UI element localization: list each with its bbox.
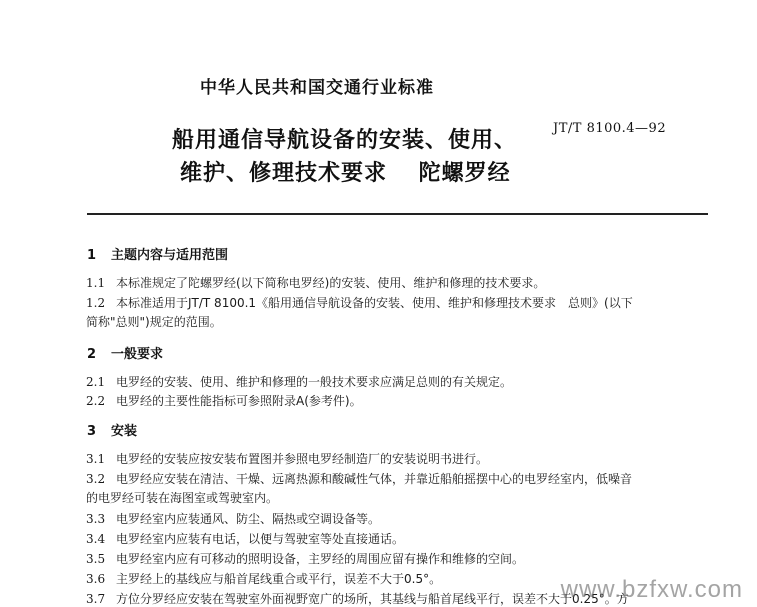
clause <box>86 373 512 390</box>
issuing-organization: 中华人民共和国交通行业标准 <box>200 78 434 98</box>
clause <box>86 550 524 567</box>
clause-text: 本标准适用于JT/T 8100.1《船用通信导航设备的安装、使用、维护和修理技术要求 总则》(以下 <box>116 296 633 310</box>
clause <box>86 470 632 487</box>
clause-text: 主罗经上的基线应与船首尾线重合或平行，误差不大于0.5°。 <box>116 572 442 586</box>
clause-number: 3.3 <box>86 512 106 526</box>
clause-number: 3.2 <box>86 472 106 486</box>
clause-text: 简称"总则")规定的范围。 <box>86 315 222 329</box>
clause-continuation <box>86 489 278 506</box>
clause-number: 1.2 <box>86 296 106 310</box>
watermark: www.bzfxw.com <box>560 576 743 603</box>
clause-number: 2.1 <box>86 375 106 389</box>
clause <box>86 510 380 527</box>
clause-number: 3.6 <box>86 572 106 586</box>
clause <box>86 392 362 409</box>
clause <box>86 590 629 607</box>
section-heading <box>87 420 137 439</box>
clause-text: 本标准规定了陀螺罗经(以下简称电罗经)的安装、使用、维护和修理的技术要求。 <box>116 276 546 290</box>
clause-number: 3.7 <box>86 592 106 606</box>
section-heading <box>87 343 163 362</box>
clause-text: 电罗经的主要性能指标可参照附录A(参考件)。 <box>116 394 362 408</box>
clause-text: 的电罗经可装在海图室或驾驶室内。 <box>86 491 279 505</box>
clause-text: 电罗经室内应有可移动的照明设备，主罗经的周围应留有操作和维修的空间。 <box>116 552 525 566</box>
clause-text: 电罗经室内应装通风、防尘、隔热或空调设备等。 <box>116 512 381 526</box>
section-number: 1 <box>87 248 97 263</box>
section-heading <box>87 244 228 263</box>
standard-number: JT/T 8100.4—92 <box>553 121 667 136</box>
clause <box>86 570 441 587</box>
clause-number: 1.1 <box>86 276 106 290</box>
title-divider <box>87 213 708 215</box>
section-title: 主题内容与适用范围 <box>111 248 229 263</box>
document-title-line-1: 船用通信导航设备的安装、使用、 <box>172 128 518 153</box>
section-number: 3 <box>87 424 97 439</box>
clause <box>86 450 488 467</box>
clause-text: 方位分罗经应安装在驾驶室外面视野宽广的场所，其基线与船首尾线平行，误差不大于0.25°。方 <box>116 592 629 606</box>
clause <box>86 274 545 291</box>
clause <box>86 530 404 547</box>
clause-continuation <box>86 313 222 330</box>
section-number: 2 <box>87 347 97 362</box>
clause-number: 3.5 <box>86 552 106 566</box>
clause-number: 3.4 <box>86 532 106 546</box>
clause <box>86 294 633 311</box>
section-title: 一般要求 <box>111 347 164 362</box>
clause-text: 电罗经的安装应按安装布置图并参照电罗经制造厂的安装说明书进行。 <box>116 452 489 466</box>
clause-text: 电罗经室内应装有电话，以便与驾驶室等处直接通话。 <box>116 532 405 546</box>
clause-text: 电罗经应安装在清洁、干燥、远离热源和酸碱性气体，并靠近船舶摇摆中心的电罗经室内，低噪音 <box>116 472 633 486</box>
document-title-line-2: 维护、修理技术要求 陀螺罗经 <box>180 161 511 186</box>
clause-number: 2.2 <box>86 394 106 408</box>
clause-number: 3.1 <box>86 452 106 466</box>
section-title: 安装 <box>111 424 138 439</box>
clause-text: 电罗经的安装、使用、维护和修理的一般技术要求应满足总则的有关规定。 <box>116 375 513 389</box>
